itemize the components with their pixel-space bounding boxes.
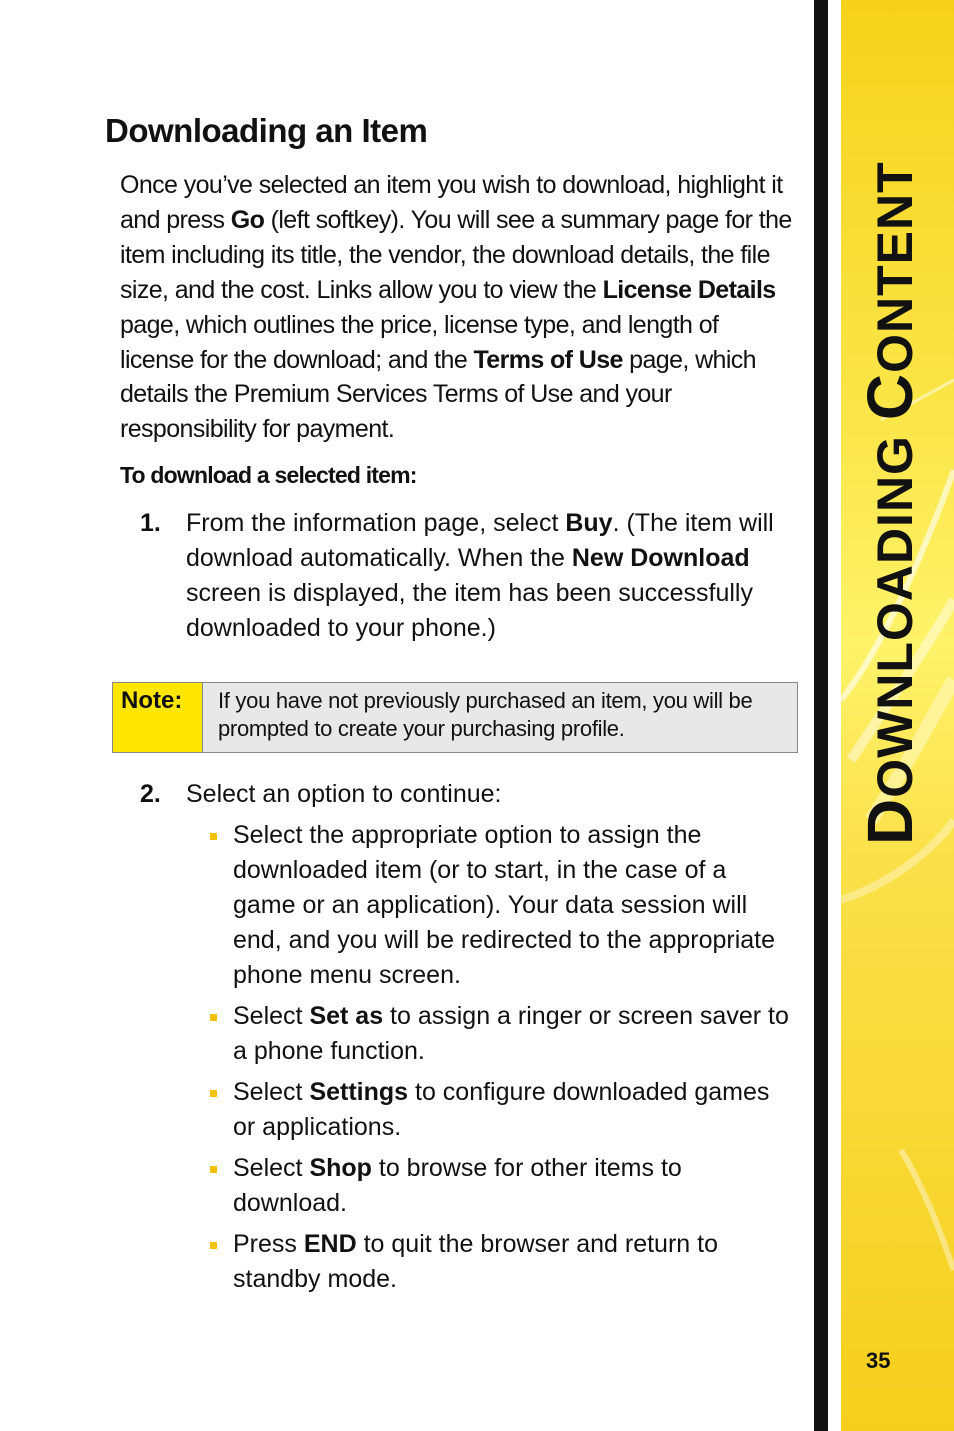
note-text: If you have not previously purchased an item, you will be prompted to create your purchasing profile. bbox=[218, 688, 753, 741]
license-details-label: License Details bbox=[602, 275, 776, 304]
list-item: Select Set as to assign a ringer or screen saver to a phone function. bbox=[210, 999, 790, 1069]
note-box bbox=[112, 682, 798, 753]
terms-of-use-label: Terms of Use bbox=[473, 345, 623, 374]
section-heading: Downloading an Item bbox=[105, 112, 428, 149]
bullet-square-icon bbox=[210, 1014, 217, 1021]
bullet-square-icon bbox=[210, 1242, 217, 1249]
note-label: Note: bbox=[113, 683, 203, 752]
step-number: 1. bbox=[140, 509, 161, 537]
step-1 bbox=[140, 506, 790, 646]
options-list bbox=[210, 818, 790, 1303]
bullet-square-icon bbox=[210, 833, 217, 840]
bullet-square-icon bbox=[210, 1090, 217, 1097]
side-black-bar bbox=[814, 0, 828, 1431]
list-item: Select Settings to configure downloaded games or applications. bbox=[210, 1075, 790, 1145]
intro-paragraph: Once you’ve selected an item you wish to download, highlight it and press Go (left softkey). You will see a summary page for the item including its title, the vendor, the download details, the file size, and the cost. Links allow you to view the License Details page, which outlines the price, license type, and length of license for the download; and the Terms of Use page, which details the Premium Services Terms of Use and your responsibility for payment. bbox=[120, 171, 792, 444]
section-tab-title: DOWNLOADING CONTENT bbox=[854, 161, 926, 845]
step-2 bbox=[140, 777, 790, 813]
go-key-label: Go bbox=[230, 205, 265, 234]
procedure-subhead: To download a selected item: bbox=[120, 462, 417, 488]
list-item: Press END to quit the browser and return to standby mode. bbox=[210, 1227, 790, 1297]
step-number: 2. bbox=[140, 780, 161, 808]
step-text: Select an option to continue: bbox=[186, 780, 502, 808]
page-number: 35 bbox=[866, 1348, 891, 1373]
list-item: Select the appropriate option to assign the downloaded item (or to start, in the case of a game or an application). Your data session will end, and you will be redirected to the appropriate phone menu screen. bbox=[210, 818, 790, 993]
list-item: Select Shop to browse for other items to download. bbox=[210, 1151, 790, 1221]
step-text: From the information page, select Buy. (The item will download automatically. When the New Download screen is displayed, the item has been successfully downloaded to your phone.) bbox=[186, 509, 774, 642]
bullet-square-icon bbox=[210, 1166, 217, 1173]
